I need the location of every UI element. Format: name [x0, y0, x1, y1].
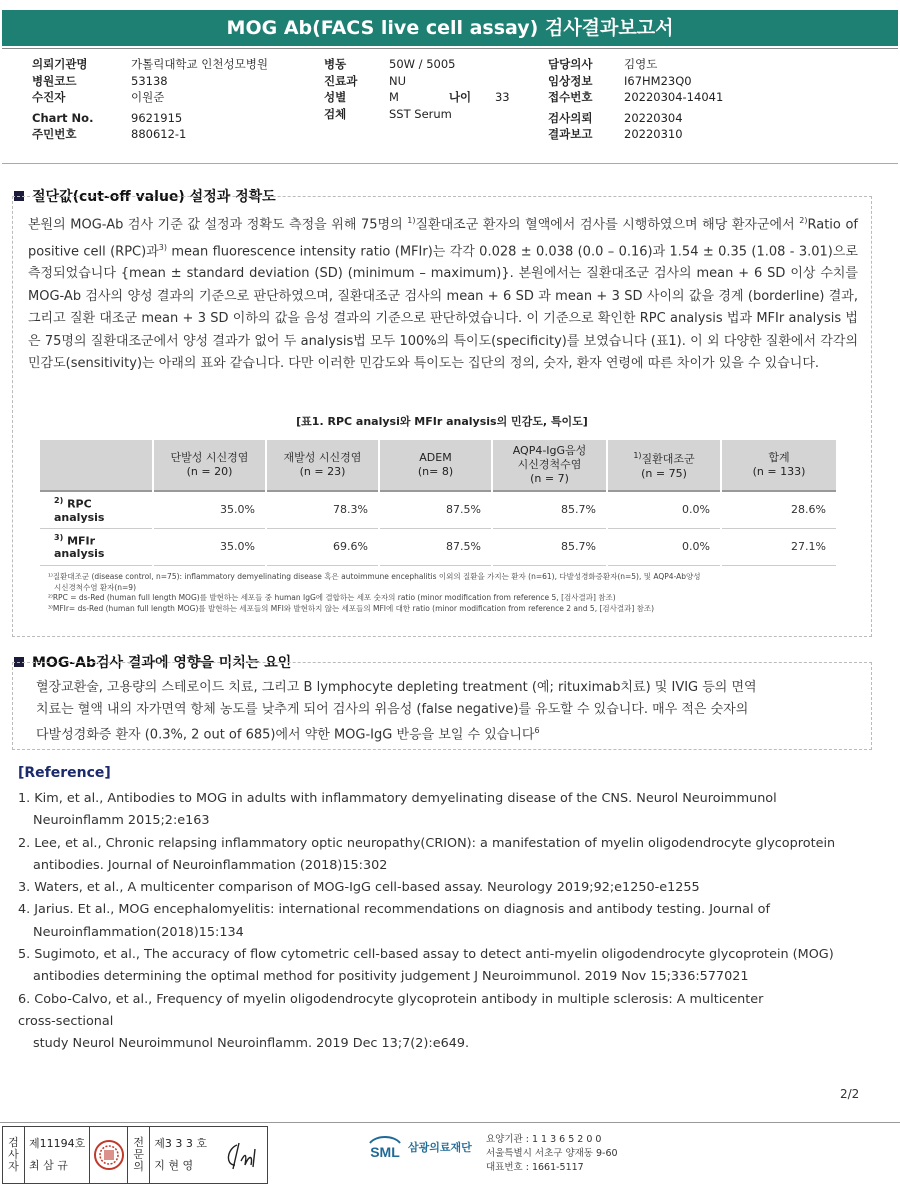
footnote-marker: 6	[534, 726, 540, 735]
label-char: 문	[133, 1148, 145, 1161]
info-value: 20220304-14041	[624, 90, 724, 104]
table-cell: 78.3%	[266, 491, 379, 528]
info-value: 53138	[131, 73, 168, 88]
examiner-label	[3, 1127, 25, 1183]
info-value: 33	[494, 90, 510, 104]
table-cell: 0.0%	[607, 491, 721, 528]
footnote-marker: 3)	[54, 532, 64, 542]
info-label: 접수번호	[548, 90, 593, 104]
reference-line: study Neurol Neuroimmunol Neuroinflamm. 2019 Dec 13;7(2):e649.	[33, 1036, 470, 1052]
info-value: 880612-1	[131, 127, 187, 141]
reference-line: 6. Cobo-Calvo, et al., Frequency of myelin oligodendrocyte glycoprotein antibody in multiple sclerosis: A multicenter	[18, 991, 764, 1007]
cutoff-paragraph	[28, 210, 858, 376]
sensitivity-table	[40, 440, 836, 566]
label-char: 자	[8, 1160, 19, 1173]
report-title: MOG Ab(FACS live cell assay) 검사결과보고서	[2, 10, 898, 46]
footnote: ³⁾MFIr= ds-Red (human full length MOG)를 발현하는 세포들의 MFI와 발현하지 않는 세포들의 MFI에 대한 ratio (minor modification from reference 2 and 5, [검사결과] 참조)	[48, 603, 655, 613]
examiner-name: 최 삼 규	[29, 1159, 68, 1172]
header-cell	[266, 440, 379, 491]
label-char: 의	[133, 1160, 145, 1173]
header-count: (n = 20)	[186, 465, 233, 478]
specialist-name: 지 현 영	[154, 1159, 194, 1172]
info-label: 검사의뢰	[548, 110, 593, 125]
info-label: 주민번호	[32, 127, 77, 141]
header-count: (n = 7)	[530, 472, 569, 485]
info-row	[32, 126, 268, 143]
info-row	[324, 73, 510, 90]
lab-code: 요양기관 : 1 1 3 6 5 2 0 0	[486, 1134, 602, 1145]
lab-info	[486, 1133, 618, 1175]
paragraph-line: 치료는 혈액 내의 자가면역 항체 농도를 낮추게 되어 검사의 위음성 (false negative)를 유도할 수 있습니다. 매우 적은 숫자의	[36, 701, 749, 717]
lab-phone: 대표번호 : 1661-5117	[486, 1162, 584, 1173]
reference-line: cross-sectional	[18, 1013, 114, 1029]
reference-line: 4. Jarius. Et al., MOG encephalomyelitis: international recommendations on diagnosis and antibody testing. Journal of	[18, 902, 770, 918]
paragraph-text: Ratio of positive cell (RPC)과	[28, 217, 858, 260]
header-label: ADEM	[419, 451, 452, 464]
info-label: 병원코드	[32, 73, 77, 88]
header-count: (n = 23)	[299, 465, 346, 478]
header-label: AQP4-IgG음성	[512, 444, 587, 457]
row-label-text: MFIr analysis	[54, 534, 105, 561]
specialist-info	[150, 1127, 267, 1183]
reference-line: 5. Sugimoto, et al., The accuracy of flow cytometric cell-based assay to detect anti-myelin oligodendrocyte glycoprotein (MOG)	[18, 947, 834, 963]
paragraph-line: 혈장교환술, 고용량의 스테로이드 치료, 그리고 B lymphocyte depleting treatment (예; rituximab치료) 및 IVIG 등의 면역	[36, 680, 757, 695]
info-value: 이원준	[131, 90, 165, 104]
info-row	[324, 106, 510, 123]
section-heading-text: MOG-Ab검사 결과에 영향을 미치는 요인	[32, 655, 292, 671]
reference-title: [Reference]	[18, 765, 111, 781]
paragraph-text: 다발성경화증 환자 (0.3%, 2 out of 685)에서 약한 MOG-IgG 반응을 보일 수 있습니다	[36, 727, 535, 743]
info-value: 20220310	[624, 127, 683, 141]
info-label: 담당의사	[548, 57, 593, 71]
logo-mark: SML	[370, 1144, 400, 1160]
info-row	[32, 89, 268, 106]
info-value: 가톨릭대학교 인천성모병원	[131, 57, 268, 71]
label-char: 사	[8, 1148, 19, 1161]
table-cell: 35.0%	[153, 491, 266, 528]
header-label: 합계	[768, 451, 790, 464]
paragraph-text: 질환대조군 환자의 혈액에서 검사를 시행하였으며 해당 환자군에서	[415, 217, 800, 233]
section-heading-text: 절단값(cut-off value) 설정과 정확도	[32, 189, 276, 205]
header-cell-blank	[40, 440, 153, 491]
seal-icon	[93, 1139, 125, 1171]
info-row	[548, 126, 723, 143]
table-cell: 69.6%	[266, 528, 379, 565]
footnote-marker: 2)	[54, 495, 64, 505]
info-value: 김영도	[624, 57, 658, 71]
license-number: 제3 3 3 호	[154, 1137, 207, 1150]
signature-icon	[221, 1139, 261, 1173]
row-label	[40, 528, 153, 565]
info-divider	[2, 163, 898, 164]
info-value: NU	[389, 73, 407, 88]
info-label: 병동	[324, 57, 347, 71]
reference-line: Neuroinflammation(2018)15:134	[33, 924, 244, 940]
header-cell	[153, 440, 266, 491]
signature-box	[2, 1126, 268, 1184]
info-label: 성별	[324, 90, 347, 104]
footnote-marker: 2)	[799, 216, 808, 225]
header-count: (n = 133)	[752, 465, 806, 478]
row-label	[40, 491, 153, 528]
reference-line: 2. Lee, et al., Chronic relapsing inflammatory optic neuropathy(CRION): a manifestation of myelin oligodendrocyte glycoprotein	[18, 835, 836, 851]
reference-line: antibodies determining the optimal method for positivity judgement J Neuroimmunol. 2019 Nov 15;336:577021	[33, 969, 749, 985]
info-label: 수진자	[32, 90, 66, 104]
header-count: (n= 8)	[417, 465, 454, 478]
table-row	[40, 528, 836, 565]
label-char: 검	[8, 1136, 19, 1149]
footnote: ²⁾RPC = ds-Red (human full length MOG)를 발현하는 세포들 중 human IgG에 결합하는 세포 숫자의 ratio (minor modification from reference 5, [검사결과] 참조)	[48, 593, 616, 602]
page-number: 2/2	[840, 1087, 860, 1101]
header-cell	[721, 440, 836, 491]
table-cell: 27.1%	[721, 528, 836, 565]
reference-line: 1. Kim, et al., Antibodies to MOG in adults with inflammatory demyelinating disease of the CNS. Neurol Neuroimmunol	[18, 791, 777, 806]
info-column-1	[32, 56, 268, 143]
reference-list	[18, 788, 878, 1056]
info-row	[32, 110, 268, 127]
lab-address: 서울특별시 서초구 양재동 9-60	[486, 1148, 618, 1159]
footer-divider	[0, 1122, 900, 1123]
info-label: 임상정보	[548, 73, 593, 88]
info-column-2	[324, 56, 510, 122]
info-row	[548, 56, 723, 73]
footnote-marker: 1)	[407, 216, 416, 225]
table-caption: [표1. RPC analysi와 MFIr analysis의 민감도, 특이도]	[296, 415, 588, 428]
header-label: 재발성 시신경염	[283, 451, 362, 464]
label-char: 전	[133, 1136, 145, 1149]
sml-logo-icon	[366, 1133, 404, 1161]
footnote: 시신경척수염 환자(n=9)	[54, 582, 137, 592]
info-column-3	[548, 56, 723, 143]
info-value: 20220304	[624, 110, 683, 125]
info-value: 9621915	[131, 110, 183, 125]
specialist-label	[128, 1127, 150, 1183]
header-cell	[607, 440, 721, 491]
row-label-text: RPC analysis	[54, 497, 105, 524]
info-label: 나이	[448, 90, 472, 104]
table-header-row	[40, 440, 836, 491]
info-label: Chart No.	[32, 110, 94, 125]
paragraph-text: mean fluorescence intensity ratio (MFIr)는 각각 0.028 ± 0.038 (0.0 – 0.16)과 1.54 ± 0.35 (1.08 - 3.01)으로 측정되었습니다 {mean ± standard deviation (SD) (minimum – maximum)}. 본원에서는 질환대조군 검사의 mean + 6 SD 이상 수치를 MOG-Ab 검사의 양성 결과의 기준으로 판단하였으며, 질환대조군 검사의 mean + 6 SD 과 mean + 3 SD 사이의 값을 경계 (borderline) 결과, 그리고 질환 대조군 mean + 3 SD 이하의 값을 음성 결과의 기준으로 판단하였습니다. 이 기준으로 확인한 RPC analysis 법과 MFIr analysis 법은 75명의 질환대조군에서 양성 결과가 없어 두 analysis법 모두 100%의 특이도(specificity)를 보였습니다 (표1). 이 외 다양한 질환에서 각각의 민감도(sensitivity)는 아래의 표와 같습니다. 다만 이러한 민감도와 특이도는 집단의 정의, 숫자, 환자 연령에 따른 차이가 있을 수 있습니다.	[28, 244, 858, 372]
info-value: SST Serum	[389, 106, 452, 121]
info-row	[324, 89, 510, 106]
info-row	[548, 110, 723, 127]
reference-line: antibodies. Journal of Neuroinflammation (2018)15:302	[33, 857, 388, 873]
info-value: M	[389, 90, 399, 104]
info-row	[548, 89, 723, 106]
header-label: 단발성 시신경염	[170, 451, 249, 464]
footnote-marker: 1)	[633, 451, 642, 461]
header-cell	[492, 440, 607, 491]
reference-line: 3. Waters, et al., A multicenter comparison of MOG-IgG cell-based assay. Neurology 2019;92;e1250-e1255	[18, 880, 700, 896]
info-value: I67HM23Q0	[624, 73, 692, 88]
table-cell: 85.7%	[492, 528, 607, 565]
info-label: 의뢰기관명	[32, 57, 88, 71]
info-label: 결과보고	[548, 127, 593, 141]
table-footnotes	[48, 572, 848, 614]
header-label: 질환대조군	[641, 452, 695, 466]
seal-stamp	[90, 1127, 128, 1183]
license-number: 제11194호	[29, 1137, 86, 1150]
info-row	[324, 56, 510, 73]
company-logo	[366, 1133, 472, 1161]
reference-line: Neuroinflamm 2015;2:e163	[33, 813, 210, 829]
table-cell: 87.5%	[379, 491, 492, 528]
examiner-info	[25, 1127, 90, 1183]
title-divider	[2, 48, 898, 49]
header-cell	[379, 440, 492, 491]
info-row	[548, 73, 723, 90]
logo-text: 삼광의료재단	[408, 1141, 472, 1154]
info-value: 50W / 5005	[389, 57, 456, 71]
paragraph-text: 본원의 MOG-Ab 검사 기준 값 설정과 정확도 측정을 위해 75명의	[28, 217, 408, 233]
table-row	[40, 491, 836, 528]
header-label: 시신경척수염	[517, 458, 582, 471]
table-cell: 35.0%	[153, 528, 266, 565]
factors-paragraph	[36, 677, 858, 746]
footnote: ¹⁾질환대조군 (disease control, n=75): inflammatory demyelinating disease 혹은 autoimmune encephalitis 이외의 질환을 가지는 환자 (n=61), 다발성경화증환자(n=5), 및 AQP4-Ab양성	[48, 572, 701, 581]
table-cell: 85.7%	[492, 491, 607, 528]
info-label: 검체	[324, 106, 347, 121]
info-label: 진료과	[324, 73, 358, 88]
table-cell: 28.6%	[721, 491, 836, 528]
info-row	[32, 56, 268, 73]
info-row	[32, 73, 268, 90]
table-cell: 87.5%	[379, 528, 492, 565]
table-cell: 0.0%	[607, 528, 721, 565]
footnote-marker: 3)	[158, 242, 167, 252]
header-count: (n = 75)	[641, 466, 687, 480]
paragraph-line	[36, 720, 858, 746]
